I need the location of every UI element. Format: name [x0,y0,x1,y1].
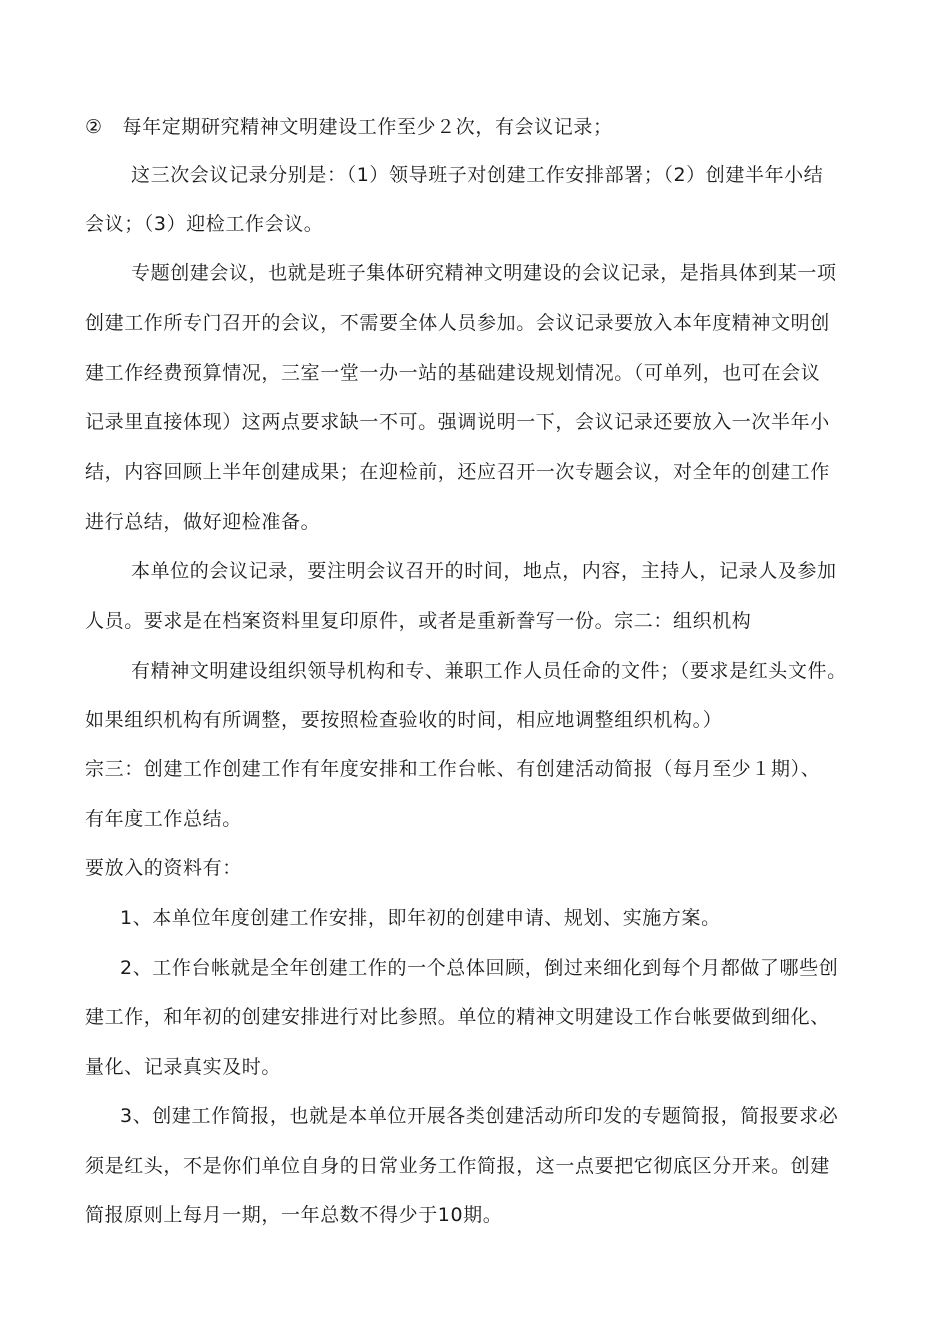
text-line: 本单位的会议记录，要注明会议召开的时间，地点，内容，主持人，记录人及参加 [131,560,837,582]
text-line: 建工作，和年初的创建安排进行对比参照。单位的精神文明建设工作台帐要做到细化、 [85,1006,830,1028]
text-line: 进行总结，做好迎检准备。 [85,511,321,533]
text-line: 人员。要求是在档案资料里复印原件，或者是重新誊写一份。宗二：组织机构 [85,610,752,632]
text-line: 记录里直接体现）这两点要求缺一不可。强调说明一下，会议记录还要放入一次半年小 [85,411,830,433]
text-line: 须是红头，不是你们单位自身的日常业务工作简报，这一点要把它彻底区分开来。创建 [85,1155,830,1177]
text-line: 简报原则上每月一期，一年总数不得少于10期。 [85,1204,503,1226]
text-line: ② 每年定期研究精神文明建设工作至少２次，有会议记录； [85,116,613,138]
text-line: 这三次会议记录分别是：（1）领导班子对创建工作安排部署；（2）创建半年小结 [131,164,824,186]
text-line: 宗三：创建工作创建工作有年度安排和工作台帐、有创建活动简报（每月至少１期）、 [85,758,821,780]
text-line: 3、创建工作简报，也就是本单位开展各类创建活动所印发的专题简报，简报要求必 [120,1105,839,1127]
text-line: 创建工作所专门召开的会议，不需要全体人员参加。会议记录要放入本年度精神文明创 [85,312,830,334]
text-line: 结，内容回顾上半年创建成果；在迎检前，还应召开一次专题会议，对全年的创建工作 [85,461,830,483]
text-line: 如果组织机构有所调整，要按照检查验收的时间，相应地调整组织机构。） [85,709,723,731]
text-line: 会议；（3）迎检工作会议。 [85,213,324,235]
text-line: 量化、记录真实及时。 [85,1056,282,1078]
text-line: 建工作经费预算情况，三室一堂一办一站的基础建设规划情况。（可单列，也可在会议 [85,362,821,384]
text-line: 要放入的资料有： [85,857,242,879]
text-line: 有年度工作总结。 [85,808,242,830]
text-line: 专题创建会议，也就是班子集体研究精神文明建设的会议记录，是指具体到某一项 [131,262,837,284]
text-line: 有精神文明建设组织领导机构和专、兼职工作人员任命的文件；（要求是红头文件。 [131,660,847,682]
text-line: 1、本单位年度创建工作安排，即年初的创建申请、规划、实施方案。 [120,907,721,929]
text-line: 2、工作台帐就是全年创建工作的一个总体回顾，倒过来细化到每个月都做了哪些创 [120,957,839,979]
